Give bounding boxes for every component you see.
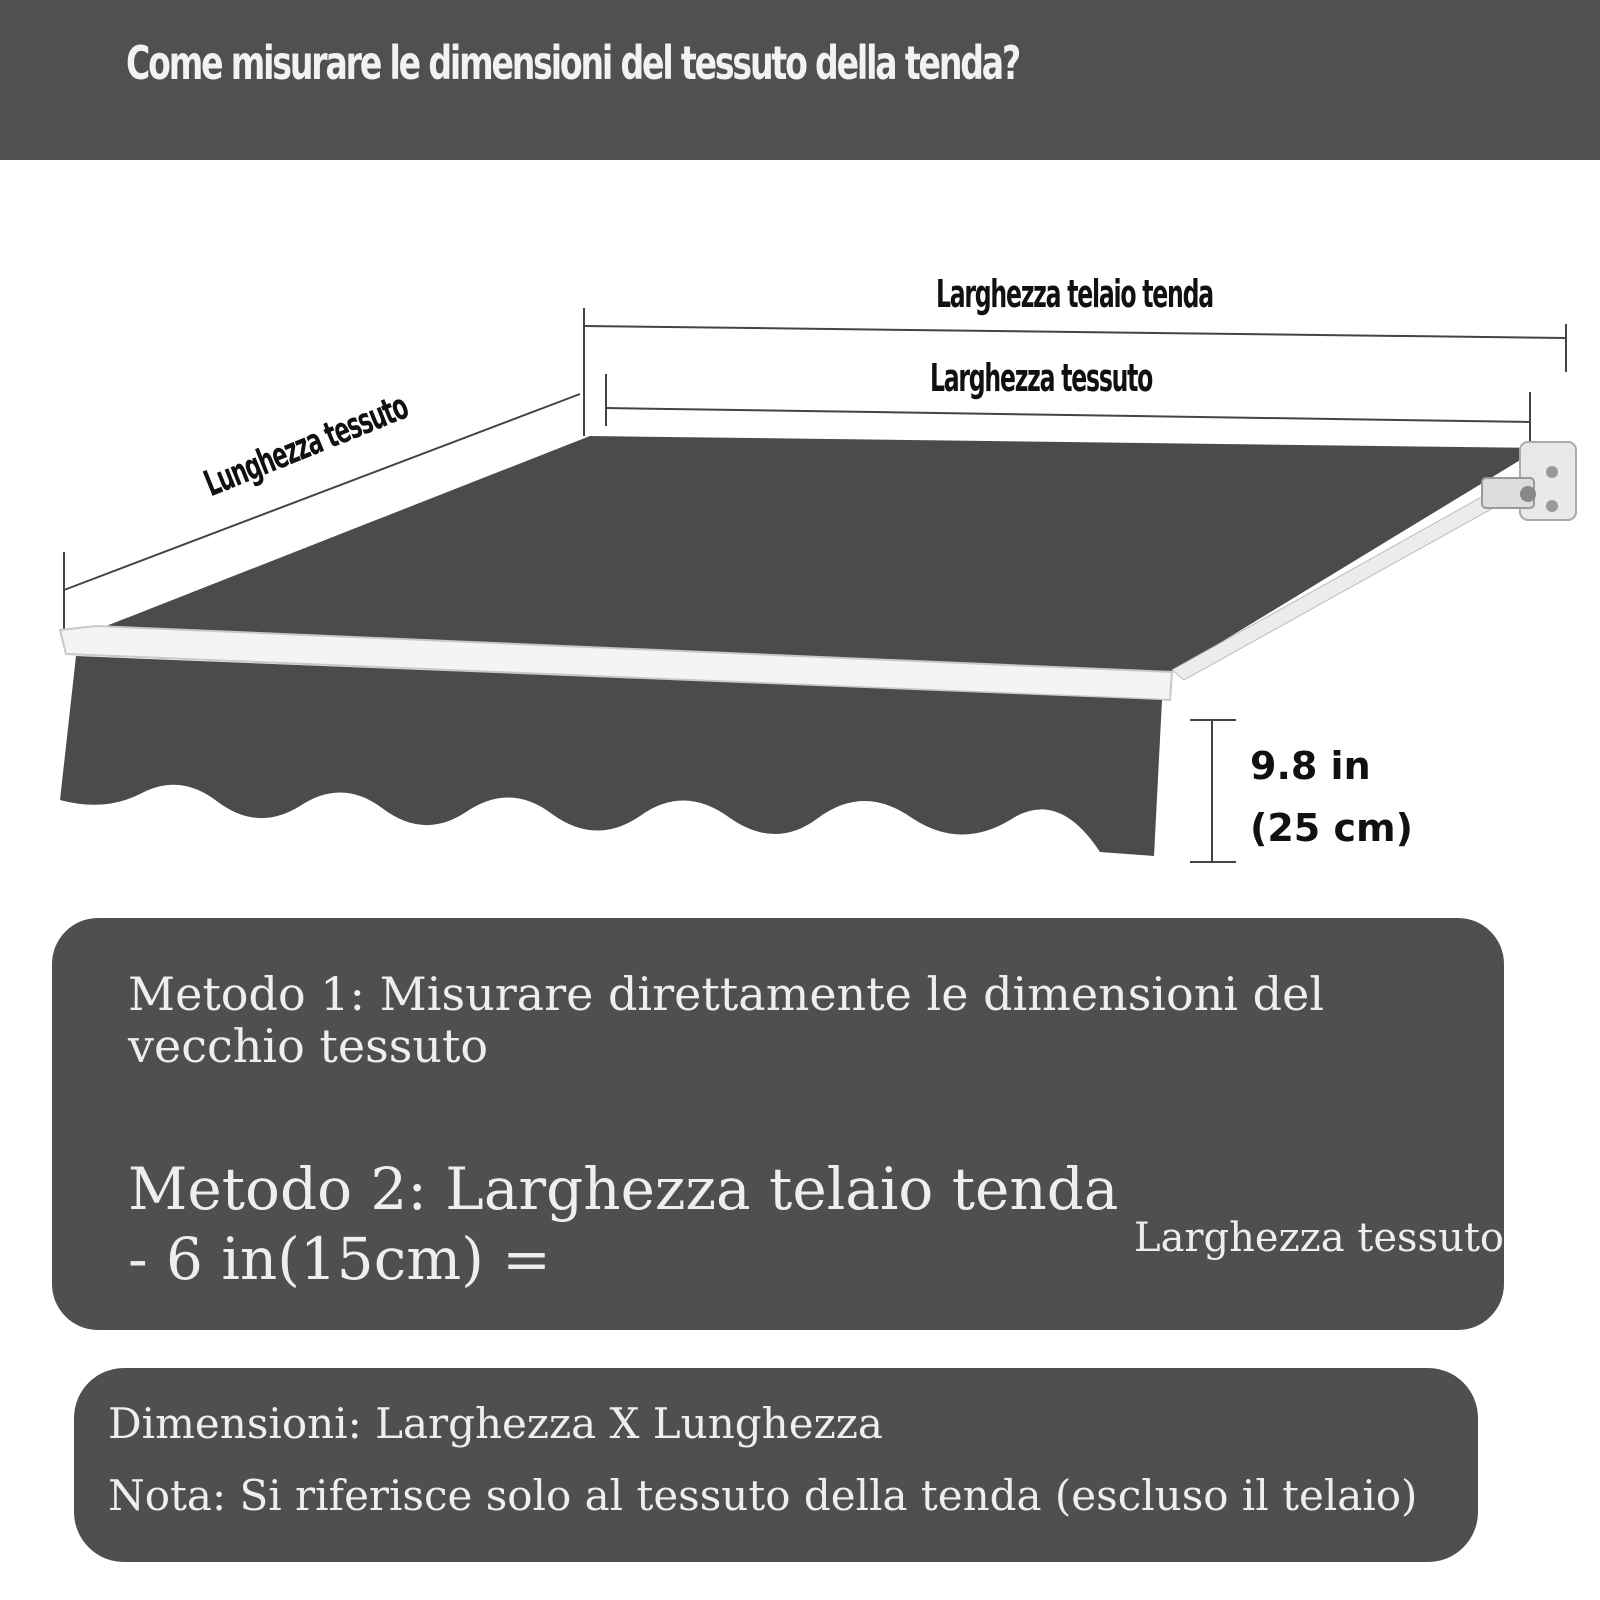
frame-width-line — [584, 326, 1566, 338]
valance-height-cm: (25 cm) — [1250, 806, 1413, 850]
methods-panel — [52, 918, 1504, 1330]
awning-diagram — [0, 160, 1600, 920]
frame-width-label: Larghezza telaio tenda — [936, 272, 1213, 316]
dimensions-panel — [74, 1368, 1478, 1562]
fabric-width-label: Larghezza tessuto — [930, 356, 1153, 400]
dimensions-formula: Dimensioni: Larghezza X Lunghezza — [108, 1399, 883, 1448]
method-2-result: Larghezza tessuto — [1134, 1215, 1504, 1261]
header-banner — [0, 0, 1600, 160]
method-1-text: Metodo 1: Misurare direttamente le dimensioni del vecchio tessuto — [128, 967, 1325, 1073]
dimensions-note: Nota: Si riferisce solo al tessuto della tenda (escluso il telaio) — [108, 1471, 1418, 1520]
fabric-length-label: Lunghezza tessuto — [198, 386, 414, 505]
valance-height-inches: 9.8 in — [1250, 744, 1371, 788]
fabric-width-line — [606, 408, 1530, 422]
page-title: Come misurare le dimensioni del tessuto della tenda? — [126, 36, 1020, 90]
method-2-text: Metodo 2: Larghezza telaio tenda - 6 in(15cm) = — [128, 1155, 1119, 1293]
